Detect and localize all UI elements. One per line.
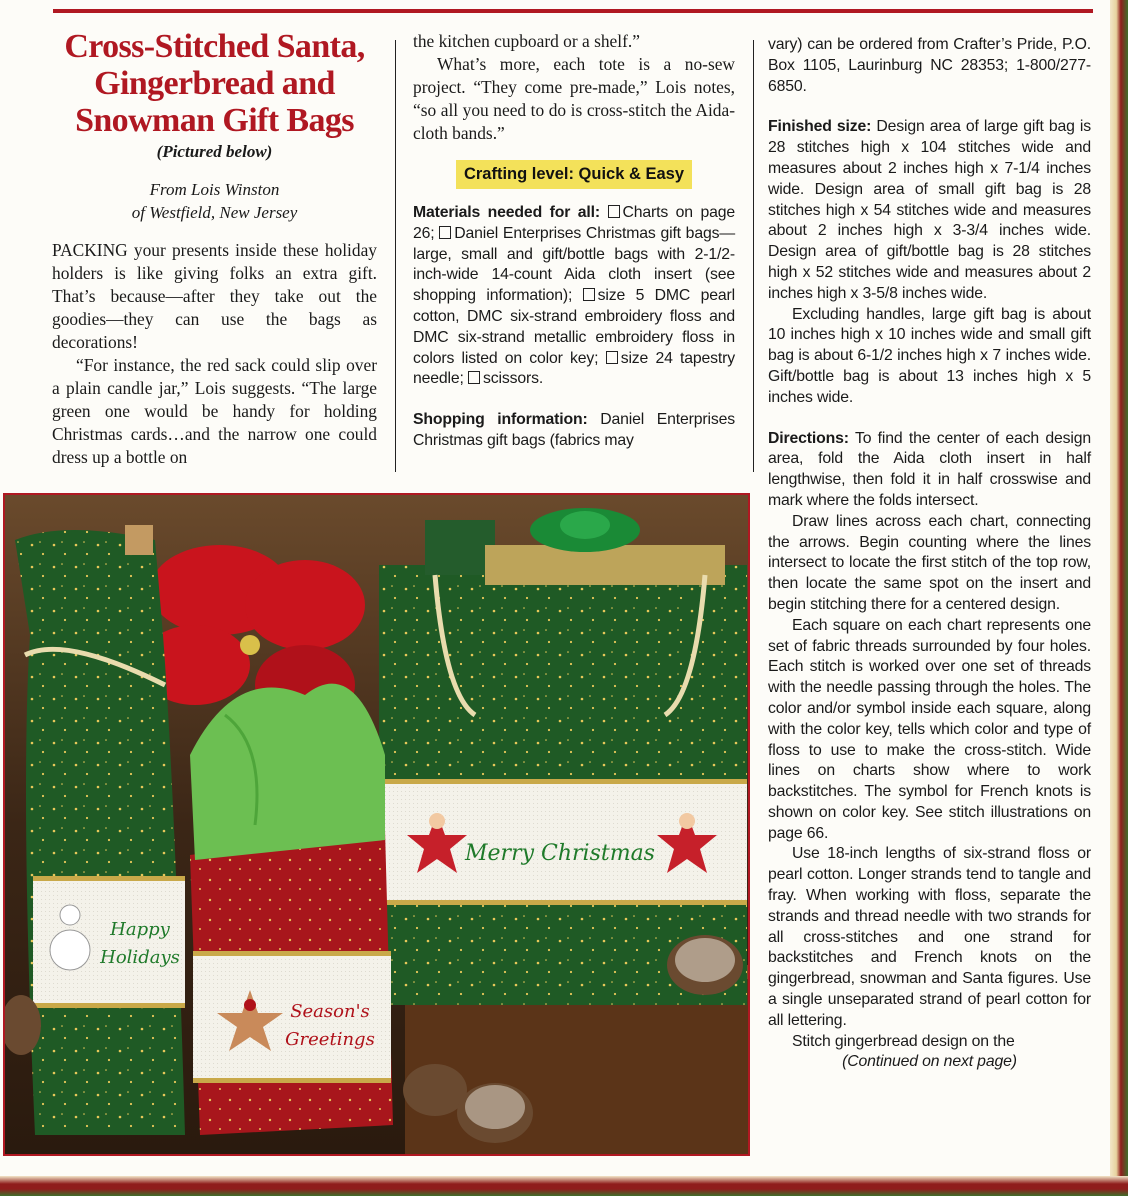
checkbox-icon xyxy=(468,371,480,384)
intro-paragraph: “For instance, the red sack could slip over a plain candle jar,” Lois suggests. “The large green one would be handy for holding Christmas cards…and the narrow one could dress up a bottle on xyxy=(52,355,377,467)
column-divider xyxy=(753,40,754,472)
finished-size xyxy=(768,117,1091,304)
material-item: size 5 DMC pearl cotton, DMC six-strand embroidery floss and DMC six-strand metallic embroidery floss in colors listed on color key; xyxy=(413,287,735,367)
green-bow xyxy=(530,508,640,552)
intro-paragraph: What’s more, each tote is a no-sew project. “They come pre-made,” Lois notes, “so all you need to do is cross-stitch the Aida-cloth bands.” xyxy=(413,54,735,143)
directions-text: To find the center of each design area, fold the Aida cloth insert in half lengthwise, then fold it in half crosswise and mark where the folds intersect. xyxy=(768,429,1091,509)
continued-note: (Continued on next page) xyxy=(842,1053,1017,1071)
checkbox-icon xyxy=(439,226,451,239)
gift-bags-photo xyxy=(3,493,750,1156)
merry-christmas-text: Merry Christmas xyxy=(465,841,655,866)
byline-line: From Lois Winston xyxy=(149,180,280,199)
page-edge-border-bottom xyxy=(0,1176,1128,1196)
seasons-text: Season's xyxy=(290,1001,370,1022)
checkbox-icon xyxy=(608,205,620,218)
directions-label: Directions: xyxy=(768,429,849,447)
directions-paragraph: Use 18-inch lengths of six-strand floss or pearl cotton. Longer strands tend to tangle and fray. When working with floss, separate the strands and thread needle with two strands for all cross-stitches and one strand for backstitches and French knots on the gingerbread, snowman and Santa figures. Use a single unseparated strand of pearl cotton for all lettering. xyxy=(768,845,1091,1029)
intro-text xyxy=(52,239,377,469)
directions-paragraph: Each square on each chart represents one set of fabric threads surrounded by four holes. Each stitch is worked over one set of threads with the needle passing through the holes. The color and/or symbol inside each square, along with the color key, tells which color and type of floss to use to make the cross-stitch. Wide lines on charts show where to work backstitches. The symbol for French knots is shown on color key. See stitch illustrations on page 66. xyxy=(768,616,1091,842)
column-divider xyxy=(395,40,396,472)
crafting-level-badge: Crafting level: Quick & Easy xyxy=(456,160,692,189)
shopping-text: Daniel Enterprises Christmas gift bags (fabrics may xyxy=(413,411,735,449)
directions-paragraph: Draw lines across each chart, connecting the arrows. Begin counting where the lines intersect to locate the first stitch of the top row, then locate the same spot on the insert and begin stitching there for a centered design. xyxy=(768,512,1091,613)
checkbox-icon xyxy=(583,288,595,301)
finished-size-text-2: Excluding handles, large gift bag is about 10 inches high x 10 inches wide and small gift bag is about 6-1/2 inches high x 7 inches wide. Gift/bottle bag is about 13 inches high x 5 inches wide. xyxy=(768,305,1091,406)
article-title xyxy=(52,28,377,139)
material-item: size 24 tapestry needle; xyxy=(413,349,735,388)
byline xyxy=(52,178,377,224)
finished-size-text: Design area of large gift bag is 28 stitches high x 104 stitches wide and measures about 2 inches high x 7-1/4 inches wide. Design area of small gift bag is 28 stitches high x 54 stitches wide and measures about 2 inches high x 3-3/4 inches wide. Design area of gift/bottle bag is 28 stitches high x 52 stitches wide and measures about 2 inches high x 3-5/8 inches wide. xyxy=(768,118,1091,302)
bottle-gift-bag xyxy=(15,525,185,1135)
title-line: Gingerbread and xyxy=(94,65,335,102)
intro-paragraph: PACKING your presents inside these holiday holders is like giving folks an extra gift. That’s because—after they take out the goodies—they can use the bags as decorations! xyxy=(52,240,377,352)
shopping-info xyxy=(413,410,735,452)
happy-text: Happy xyxy=(110,919,170,940)
directions xyxy=(768,429,1091,512)
photo-illustration xyxy=(5,495,748,1154)
large-gift-bag xyxy=(379,508,747,1005)
directions-paragraph: Stitch gingerbread design on the xyxy=(792,1032,1015,1050)
materials-list xyxy=(413,203,735,390)
shopping-text-continued: vary) can be ordered from Crafter’s Pride, P.O. Box 1105, Laurinburg NC 28353; 1-800/277-6850. xyxy=(768,36,1091,95)
materials-label: Materials needed for all: xyxy=(413,204,600,221)
title-line: Snowman Gift Bags xyxy=(75,102,354,139)
byline-line: of Westfield, New Jersey xyxy=(131,203,298,222)
pictured-note: (Pictured below) xyxy=(156,142,273,161)
greetings-text: Greetings xyxy=(285,1029,375,1050)
column-two xyxy=(413,30,735,452)
shopping-label: Shopping information: xyxy=(413,411,588,429)
page-edge-border-right xyxy=(1110,0,1128,1196)
small-gift-bag xyxy=(190,684,393,1135)
holidays-text: Holidays xyxy=(100,947,180,968)
column-three xyxy=(768,35,1091,1073)
column-one xyxy=(52,28,377,469)
material-item: Charts on page 26; xyxy=(413,204,735,242)
intro-paragraph: the kitchen cupboard or a shelf.” xyxy=(413,31,640,51)
title-line: Cross-Stitched Santa, xyxy=(64,28,365,65)
top-rule xyxy=(53,9,1093,13)
material-item: Daniel Enterprises Christmas gift bags—large, small and gift/bottle bags with 2-1/2-inch-wide 14-count Aida cloth insert (see shopping information); xyxy=(413,224,735,305)
instructions xyxy=(768,35,1091,1073)
intro-text-continued xyxy=(413,30,735,145)
material-item: scissors. xyxy=(483,370,544,388)
crafting-level-wrap xyxy=(413,160,735,189)
materials-section xyxy=(413,203,735,452)
finished-size-label: Finished size: xyxy=(768,118,872,136)
checkbox-icon xyxy=(606,351,618,364)
